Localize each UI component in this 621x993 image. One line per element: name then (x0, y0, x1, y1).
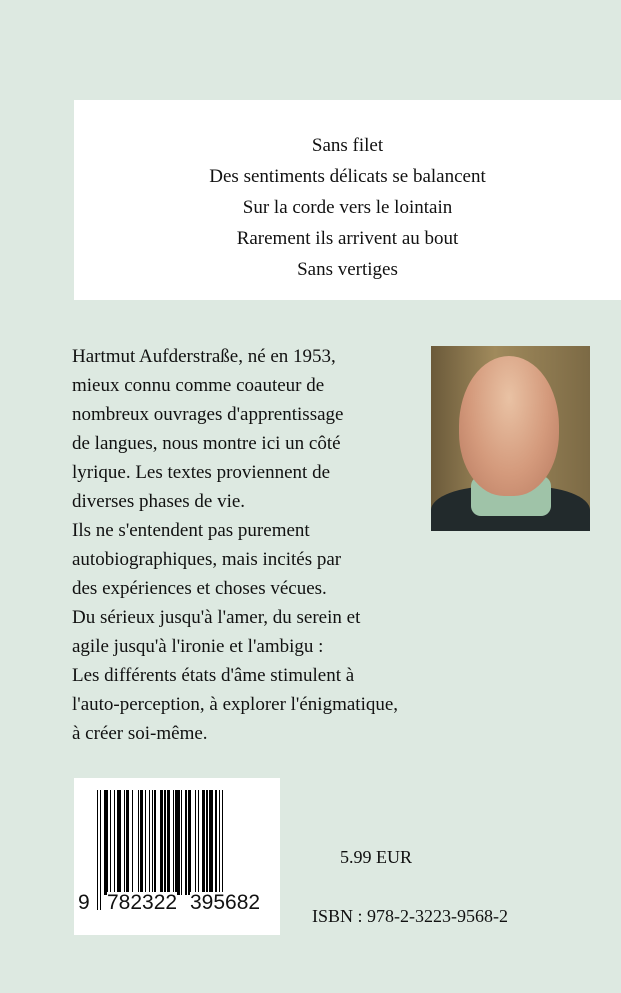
barcode-bar (206, 790, 207, 895)
photo-face (459, 356, 559, 496)
barcode-bar (132, 790, 133, 895)
barcode-bar (198, 790, 199, 895)
price: 5.99 EUR (340, 847, 412, 867)
barcode-bar (188, 790, 191, 895)
bio-line: Hartmut Aufderstraße, né en 1953, (72, 346, 336, 367)
barcode-bar (181, 790, 182, 895)
author-bio (72, 342, 442, 748)
barcode-bar (114, 790, 115, 895)
barcode-group-2: 395682 (190, 891, 261, 914)
isbn-number: ISBN : 978-2-3223-9568-2 (312, 906, 508, 926)
poem-line: Rarement ils arrivent au bout (236, 228, 459, 249)
poem-line: Sans filet (311, 135, 384, 156)
bio-line: autobiographiques, mais incités par (72, 549, 342, 570)
bio-line: à créer soi-même. (72, 723, 208, 744)
barcode-bar (209, 790, 213, 895)
bio-line: nombreux ouvrages d'apprentissage (72, 404, 344, 425)
barcode-bar (104, 790, 108, 895)
barcode-bar (215, 790, 218, 895)
barcode-bar (154, 790, 155, 895)
poem-line: Sur la corde vers le lointain (242, 197, 453, 218)
bio-line: agile jusqu'à l'ironie et l'ambigu : (72, 636, 324, 657)
bio-line: l'auto-perception, à explorer l'énigmatique, (72, 694, 399, 715)
barcode-bar (219, 790, 220, 895)
barcode-bar (124, 790, 125, 895)
barcode-first-digit: 9 (78, 891, 90, 914)
poem-box (74, 100, 621, 300)
barcode-bar (97, 790, 98, 910)
barcode-bar (167, 790, 170, 895)
barcode-bar (173, 790, 174, 895)
bio-line: de langues, nous montre ici un côté (72, 433, 341, 454)
bio-line: mieux connu comme coauteur de (72, 375, 325, 396)
barcode-bar (140, 790, 143, 895)
barcode-group-1: 782322 (107, 891, 178, 914)
barcode-bar (138, 790, 139, 895)
bio-line: Ils ne s'entendent pas purement (72, 520, 310, 541)
barcode-bar (145, 790, 146, 895)
author-photo (431, 346, 590, 531)
barcode-bar (185, 790, 186, 895)
bio-line: des expériences et choses vécues. (72, 578, 327, 599)
bio-line: diverses phases de vie. (72, 491, 246, 512)
poem-line: Sans vertiges (297, 259, 398, 280)
bio-line: Les différents états d'âme stimulent à (72, 665, 355, 686)
barcode-bar (110, 790, 111, 895)
barcode-bar (117, 790, 121, 895)
isbn-barcode (74, 778, 280, 935)
barcode-bar (100, 790, 101, 910)
barcode-bar (152, 790, 153, 895)
barcode-bar (202, 790, 205, 895)
barcode-bar (126, 790, 129, 895)
barcode-bar (149, 790, 150, 895)
bio-line: lyrique. Les textes proviennent de (72, 462, 331, 483)
barcode-bar (195, 790, 196, 895)
bio-line: Du sérieux jusqu'à l'amer, du serein et (72, 607, 361, 628)
barcode-bar (175, 790, 179, 895)
poem-line: Des sentiments délicats se balancent (209, 166, 486, 187)
